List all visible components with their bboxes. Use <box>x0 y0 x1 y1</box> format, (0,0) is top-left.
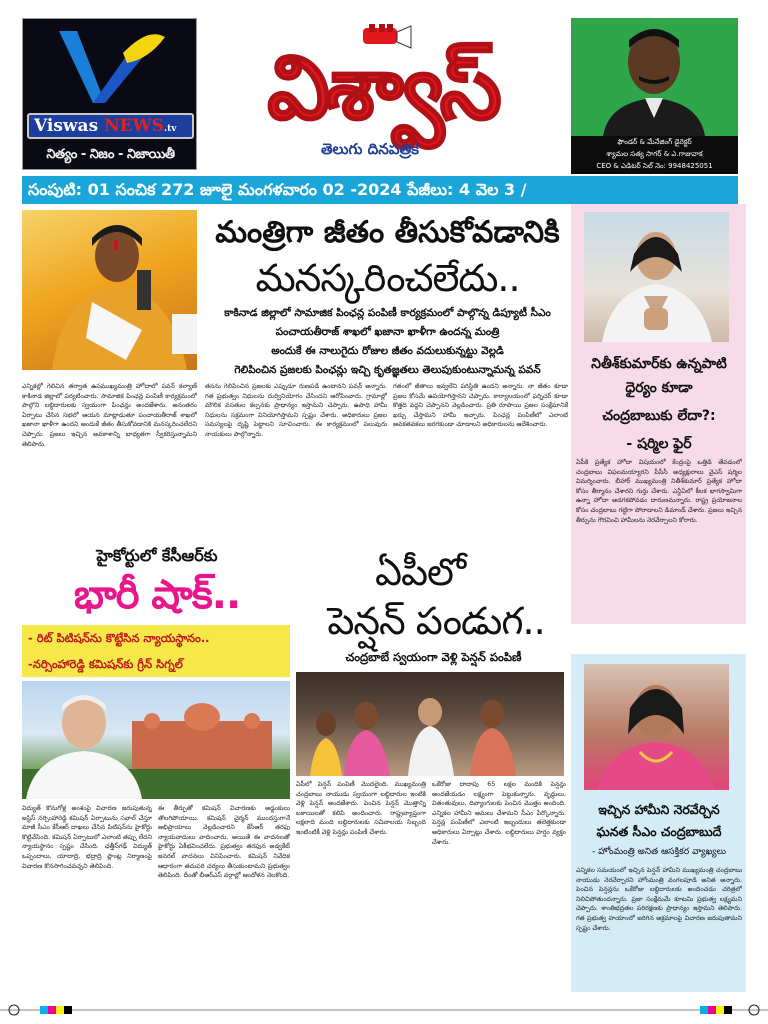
speaker-portrait-icon <box>22 210 197 370</box>
lead-deck-4: గెలిపించిన ప్రజలకు పింఛన్లు ఇచ్చి కృతజ్ఞతలు తెలుపుకుంటున్నామన్న పవన్ <box>234 364 541 376</box>
channel-logo <box>22 18 197 170</box>
pension-column-1: ఏపీలో పెన్షన్ పంపిణీ మొదలైంది. ముఖ్యమంత్రి చంద్రబాబు నాయుడు స్వయంగా లబ్ధిదారుల ఇంటికి వెళ్లి పెన్షన్ అందజేశారు. పెంచిన పెన్షన్ మొత్తాన్ని బకాయిలతో కలిపి అందించారు. రాష్ట్రవ్యాప్తంగా లక్షలాది మంది లబ్ధిదారులకు సచివాలయ సిబ్బంది ఇంటింటికీ వెళ్లి పెన్షన్లు పంపిణీ చేశారు. <box>296 781 426 836</box>
kcr-column-2: ఈ తీర్పుతో కమిషన్ విచారణకు అడ్డంకులు తొలగిపోయాయి. కమిషన్ చైర్మన్ ముందస్తుగానే అభిప్రాయాలు వెల్లడించారని కేసీఆర్ తరఫు న్యాయవాదులు వాదించారు. అయితే ఈ వాదనలతో హైకోర్టు ఏకీభవించలేదు. ప్రభుత్వం తరఫున అడ్వకేట్ జనరల్ వాదనలు వినిపించారు. కమిషన్ నివేదిక ఆధారంగా తదుపరి చర్యలు తీసుకుంటామని ప్రభుత్వం తెలిపింది. దీంతో బీఆర్ఎస్ వర్గాల్లో ఆందోళన నెలకొంది. <box>158 805 290 880</box>
founder-caption-contact: CEO & ఎడిటర్ సెల్ నెం: 9948425051 <box>571 160 738 174</box>
anitha-deck: - హోంమంత్రి అనిత ఆసక్తికర వ్యాఖ్యలు <box>592 847 726 857</box>
lead-deck-1: కాకినాడ జిల్లాలో సామాజిక పింఛన్ల పంపిణీ కార్యక్రమంలో పాల్గొన్న డిప్యూటీ సీఎం <box>224 307 551 319</box>
kcr-highlight-1: - రిట్ పిటిషన్‌ను కొట్టేసిన న్యాయస్థానం.. <box>28 631 210 645</box>
pawan-kalyan-photo <box>22 210 197 370</box>
court-building-icon <box>22 681 290 799</box>
pension-column-2: ఒకేరోజు దాదాపు 65 లక్షల మందికి పెన్షన్లు అందజేయడం లక్ష్యంగా పెట్టుకున్నారు. వృద్ధులు, వితంతువులు, దివ్యాంగులకు పెంచిన మొత్తం అందింది. ఎన్నికల హామీని అమలు చేశామని సీఎం పేర్కొన్నారు. పెన్షన్ల పంపిణీలో ఎలాంటి ఇబ్బందులు తలెత్తకుండా అధికారులు ఏర్పాట్లు చేశారు. లబ్ధిదారులు హర్షం వ్యక్తం చేశారు. <box>432 781 566 846</box>
anitha-body: ఎన్నికల సమయంలో ఇచ్చిన పెన్షన్ హామీని ముఖ్యమంత్రి చంద్రబాబు నాయుడు నెరవేర్చారని హోంమంత్రి వంగలపూడి అనిత అన్నారు. పెంచిన పెన్షన్లను ఒకేరోజు లబ్ధిదారులకు అందించడం చరిత్రలో నిలిచిపోతుందన్నారు. ప్రజా సంక్షేమమే కూటమి ప్రభుత్వ లక్ష్యమని చెప్పారు. శాంతిభద్రతల పరిరక్షణకు ప్రాధాన్యం ఇస్తామని తెలిపారు. గత ప్రభుత్వ హయాంలో జరిగిన అక్రమాలపై విచారణ జరుపుతామని స్పష్టం చేశారు. <box>576 867 742 932</box>
sharmila-headline-4: - షర్మిల ఫైర్ <box>626 436 692 452</box>
anitha-headline-2: ఘనత సీఎం చంద్రబాబుదే <box>596 824 722 839</box>
logo-tagline: నిత్యం - నిజం - నిజాయితీ <box>46 147 175 162</box>
newspaper-subtitle: తెలుగు దినపత్రిక <box>321 140 419 158</box>
founder-caption-role: ఫౌండర్ & మేనేజింగ్ డైరెక్టర్ <box>571 136 738 148</box>
lead-headline-line-1: మంత్రిగా జీతం తీసుకోవడానికి <box>215 215 560 250</box>
anitha-headline-1: ఇచ్చిన హామీని నెరవేర్చిన <box>598 802 720 817</box>
lead-column-3: గతంలో జీతాలు ఇవ్వలేని పరిస్థితి ఉందని అన్నారు. నా జీతం కూడా ప్రజల కోసమే ఉపయోగిస్తానని చెప్పారు. కార్యాలయంలో ఫర్నిచర్ కూడా కొత్తది వద్దని చెప్పానని వెల్లడించారు. ప్రతి రూపాయి ప్రజల సంక్షేమానికే ఖర్చు చేస్తామని హామీ ఇచ్చారు. పింఛన్ల పంపిణీలో ఎలాంటి అవకతవకలు జరగకుండా చూడాలని అధికారులను ఆదేశించారు. <box>393 383 568 429</box>
kcr-column-1: విద్యుత్ కొనుగోళ్ల అంశంపై విచారణ జరుపుతున్న జస్టిస్ నర్సింహారెడ్డి కమిషన్ ఏర్పాటును సవాల్ చేస్తూ మాజీ సీఎం కేసీఆర్ దాఖలు చేసిన పిటిషన్‌ను హైకోర్టు కొట్టివేసింది. కమిషన్ ఏర్పాటులో ఎలాంటి తప్పు లేదని న్యాయస్థానం స్పష్టం చేసింది. ఛత్తీస్‌గఢ్ విద్యుత్ ఒప్పందాలు, యాదాద్రి, భద్రాద్రి ప్లాంట్ల నిర్మాణంపై విచారణ కొనసాగించవచ్చని తెలిపింది. <box>22 805 152 870</box>
pension-headline-2: పెన్షన్ పండుగ.. <box>327 599 545 643</box>
anitha-portrait-icon <box>584 664 729 790</box>
lead-column-1: ఎన్నికల్లో గెలిచిన తర్వాత ఉపముఖ్యమంత్రి హోదాలో పవన్ కల్యాణ్ కాకినాడ జిల్లాలో పర్యటించారు. సామాజిక పింఛన్ల పంపిణీ కార్యక్రమంలో పాల్గొని లబ్ధిదారులకు స్వయంగా పింఛన్లు అందజేశారు. అనంతరం ఏర్పాటు చేసిన సభలో ఆయన మాట్లాడుతూ పంచాయతీరాజ్ శాఖలో ఖజానా ఖాళీగా ఉందని అందుకే జీతం తీసుకోవడానికి మనస్కరించలేదని చెప్పారు. ప్రజలు ఇచ్చిన అవకాశాన్ని బాధ్యతగా స్వీకరిస్తున్నామని తెలిపారు. <box>22 383 197 448</box>
lead-headline-line-2: మనస్కరించలేదు.. <box>255 256 520 300</box>
sharmila-headline-1: నితీశ్‌కుమార్‌కు ఉన్నపాటి <box>591 356 727 372</box>
v-logo-icon <box>53 23 168 115</box>
sharmila-portrait-icon <box>584 212 729 342</box>
pension-deck: చంద్రబాబే స్వయంగా వెళ్లి పెన్షన్ పంపిణీ <box>345 650 522 664</box>
dateline-strip: సంపుటి: 01 సంచిక 272 జూలై మంగళవారం 02 -2024 పేజీలు: 4 వెల 3 / <box>22 176 738 204</box>
founder-portrait-icon <box>599 22 709 136</box>
sharmila-photo <box>584 212 729 342</box>
sharmila-headline-3: చంద్రబాబుకు లేదా?: <box>602 408 716 424</box>
lead-deck-3: అందుకే ఈ నాలుగైదు రోజుల జీతం వదులుకున్నట్టు వెల్లడి <box>271 345 504 357</box>
anitha-photo <box>584 664 729 790</box>
sharmila-body: ఏపీకి ప్రత్యేక హోదా విషయంలో కేంద్రంపై ఒత్తిడి తేవడంలో చంద్రబాబు విఫలమయ్యారని పీసీసీ అధ్యక్షురాలు వైఎస్ షర్మిల విమర్శించారు. బీహార్ ముఖ్యమంత్రి నితీశ్‌కుమార్ ప్రత్యేక హోదా కోసం తీర్మానం చేశారని గుర్తు చేశారు. ఎన్డీఏలో కీలక భాగస్వామిగా ఉన్నా హోదా అడగకపోవడం దారుణమన్నారు. రాష్ట్ర ప్రయోజనాల కోసం చంద్రబాబు గట్టిగా పోరాడాలని డిమాండ్ చేశారు. ప్రజలు ఇచ్చిన తీర్పును గౌరవించి హామీలను నెరవేర్చాలని కోరారు. <box>576 459 742 524</box>
sharmila-headline-2: ధైర్యం కూడా <box>625 380 693 396</box>
print-registration-strip <box>0 996 768 1024</box>
lead-deck-2: పంచాయతీరాజ్ శాఖలో ఖజానా ఖాళీగా ఉందన్న మంత్రి <box>275 326 500 338</box>
pension-scene-icon <box>296 672 564 776</box>
pension-distribution-photo <box>296 672 564 776</box>
founder-photo <box>571 18 738 174</box>
kcr-headline: భారీ షాక్.. <box>73 572 241 618</box>
kcr-highlights <box>22 625 290 677</box>
newspaper-title: విశ్వాస్ <box>267 36 498 139</box>
kcr-kicker: హైకోర్టులో కేసీఆర్‌కు <box>96 546 218 565</box>
kcr-highlight-2: -నర్సింహారెడ్డి కమిషన్‌కు గ్రీన్ సిగ్నల్ <box>28 657 183 671</box>
logo-wordmark: Viswas NEWS.tv <box>27 113 194 139</box>
founder-caption-name: శ్యామల సత్య సాగర్ & ఎ.గాజువాక <box>571 148 738 160</box>
kcr-high-court-photo <box>22 681 290 799</box>
pension-headline-1: ఏపీలో <box>375 550 466 594</box>
lead-column-2: తనను గెలిపించిన ప్రజలకు ఎప్పుడూ రుణపడి ఉంటానని పవన్ అన్నారు. గత ప్రభుత్వం నిధులను దుర్వినియోగం చేసిందని ఆరోపించారు. గ్రామాల్లో మౌలిక వసతుల కల్పనకు ప్రాధాన్యం ఇస్తామని చెప్పారు. ఉపాధి హామీ నిధులను సక్రమంగా వినియోగిస్తామని స్పష్టం చేశారు. అధికారులు ప్రజల సమస్యలపై దృష్టి పెట్టాలని సూచించారు. ఈ కార్యక్రమంలో పలువురు నాయకులు పాల్గొన్నారు. <box>205 383 387 438</box>
